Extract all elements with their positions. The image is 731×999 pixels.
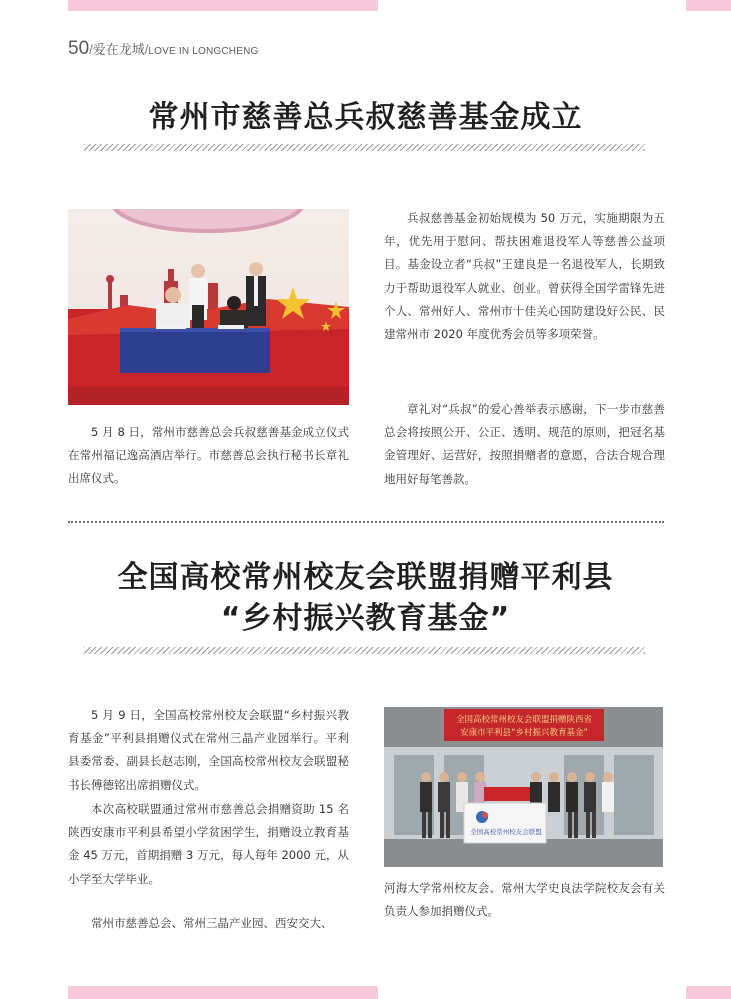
title-divider-hatch [84, 144, 645, 151]
article2-photo-caption: 河海大学常州校友会、常州大学史良法学院校友会有关负责人参加捐赠仪式。 [384, 881, 665, 919]
section-divider [68, 521, 664, 523]
article2-paragraph: 本次高校联盟通过常州市慈善总会捐赠资助 15 名陕西安康市平利县希望小学贫困学生，捐赠设立教育基金 45 万元，首期捐赠 3 万元，每人每年 2000 元，从小学至大学毕业。 [68, 802, 349, 886]
running-header [68, 38, 259, 60]
bottom-bar-main [68, 986, 378, 999]
header-separator: / [144, 42, 149, 57]
article2-title-line2: “乡村振兴教育基金” [220, 601, 511, 636]
donation-group-photo [384, 707, 663, 867]
header-separator: / [89, 42, 93, 57]
article1-photo [68, 209, 349, 405]
article1-photo-caption: 5 月 8 日，常州市慈善总会兵叔慈善基金成立仪式在常州福记逸高酒店举行。市慈善总会执行秘书长章礼出席仪式。 [68, 425, 349, 486]
photo-banner-line2: 安康市平利县“乡村振兴教育基金” [460, 728, 588, 738]
section-title-en: LOVE IN LONGCHENG [148, 46, 259, 57]
top-bar-main [68, 0, 378, 11]
photo-sign-text: 全国高校常州校友会联盟 [470, 828, 542, 836]
signing-ceremony-image [68, 209, 349, 405]
bottom-bar-corner [686, 986, 731, 999]
article2-paragraph: 5 月 9 日，全国高校常州校友会联盟“乡村振兴教育基金”平利县捐赠仪式在常州三晶产业园举行。平利县委常委、副县长赵志刚，全国高校常州校友会联盟秘书长傅德铭出席捐赠仪式。 [68, 708, 349, 792]
page-number: 50 [68, 38, 90, 59]
article2-title-line1: 全国高校常州校友会联盟捐赠平利县 [117, 560, 614, 595]
article1-paragraph: 章礼对“兵叔”的爱心善举表示感谢，下一步市慈善总会将按照公开、公正、透明、规范的原则，把冠名基金管理好、运营好，按照捐赠者的意愿，合法合规合理地用好每笔善款。 [384, 402, 665, 486]
top-bar-corner [686, 0, 731, 11]
section-title-cn: 爱在龙城 [92, 42, 145, 57]
article2-photo [384, 707, 663, 867]
title-divider-hatch [84, 647, 645, 654]
photo-banner-line1: 全国高校常州校友会联盟捐赠陕西省 [455, 715, 593, 725]
article1-title: 常州市慈善总兵叔慈善基金成立 [148, 100, 583, 135]
article2-paragraph: 常州市慈善总会、常州三晶产业园、西安交大、 [91, 916, 333, 930]
article1-paragraph: 兵叔慈善基金初始规模为 50 万元，实施期限为五年，优先用于慰问、帮扶困难退役军人等慈善公益项目。基金设立者“兵叔”王建良是一名退役军人，长期致力于帮助退役军人就业、创业。曾获得全国学雷锋先进个人、常州好人、常州市十佳关心国防建设好公民、民建常州市 2020 年度优秀会员等多项荣誉。 [384, 211, 665, 342]
